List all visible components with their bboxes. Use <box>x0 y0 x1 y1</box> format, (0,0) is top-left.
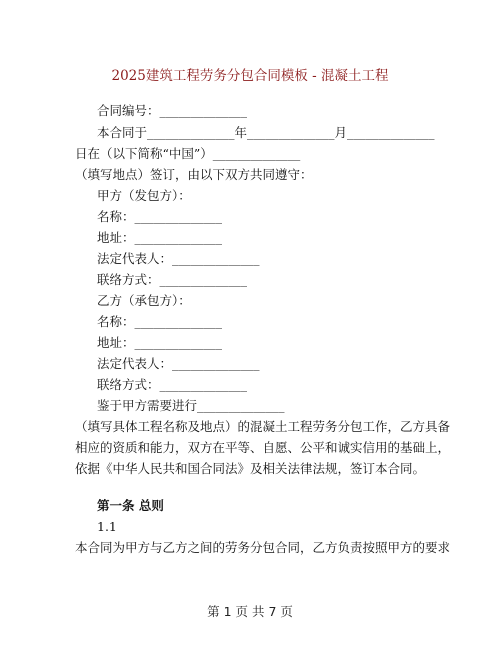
section-number: 1.1 <box>97 519 117 534</box>
party-b-heading: 乙方（承包方）： <box>97 293 191 308</box>
document-title: 2025建筑工程劳务分包合同模板 - 混凝土工程 <box>111 68 389 84</box>
party-a-address: 地址：______________ <box>97 230 223 245</box>
signing-place-line: （填写地点）签订，由以下双方共同遵守： <box>75 167 313 182</box>
party-b-contact: 联络方式：______________ <box>97 377 248 392</box>
party-a-heading: 甲方（发包方）： <box>97 188 191 203</box>
party-b-representative: 法定代表人：______________ <box>97 356 260 371</box>
contract-number-line: 合同编号：______________ <box>97 103 248 118</box>
body-paragraph-line-1: （填写具体工程名称及地点）的混凝土工程劳务分包工作，乙方具备 <box>75 419 451 434</box>
body-paragraph-line-2: 相应的资质和能力，双方在平等、自愿、公平和诚实信用的基础上， <box>75 440 451 455</box>
party-b-address: 地址：______________ <box>97 335 223 350</box>
contract-date-line: 本合同于______________年______________月______________ <box>97 125 435 140</box>
whereas-line: 鉴于甲方需要进行______________ <box>97 398 285 413</box>
party-a-representative: 法定代表人：______________ <box>97 251 260 266</box>
party-a-name: 名称：______________ <box>97 209 223 224</box>
body-paragraph-line-3: 依据《中华人民共和国合同法》及相关法律法规，签订本合同。 <box>75 461 426 476</box>
article-1-heading: 第一条 总则 <box>97 498 164 513</box>
contract-place-line: 日在（以下简称“中国”）______________ <box>75 146 301 161</box>
section-text: 本合同为甲方与乙方之间的劳务分包合同，乙方负责按照甲方的要求 <box>75 540 451 555</box>
party-a-contact: 联络方式：______________ <box>97 272 248 287</box>
page-footer: 第 1 页 共 7 页 <box>207 604 293 619</box>
party-b-name: 名称：______________ <box>97 314 223 329</box>
